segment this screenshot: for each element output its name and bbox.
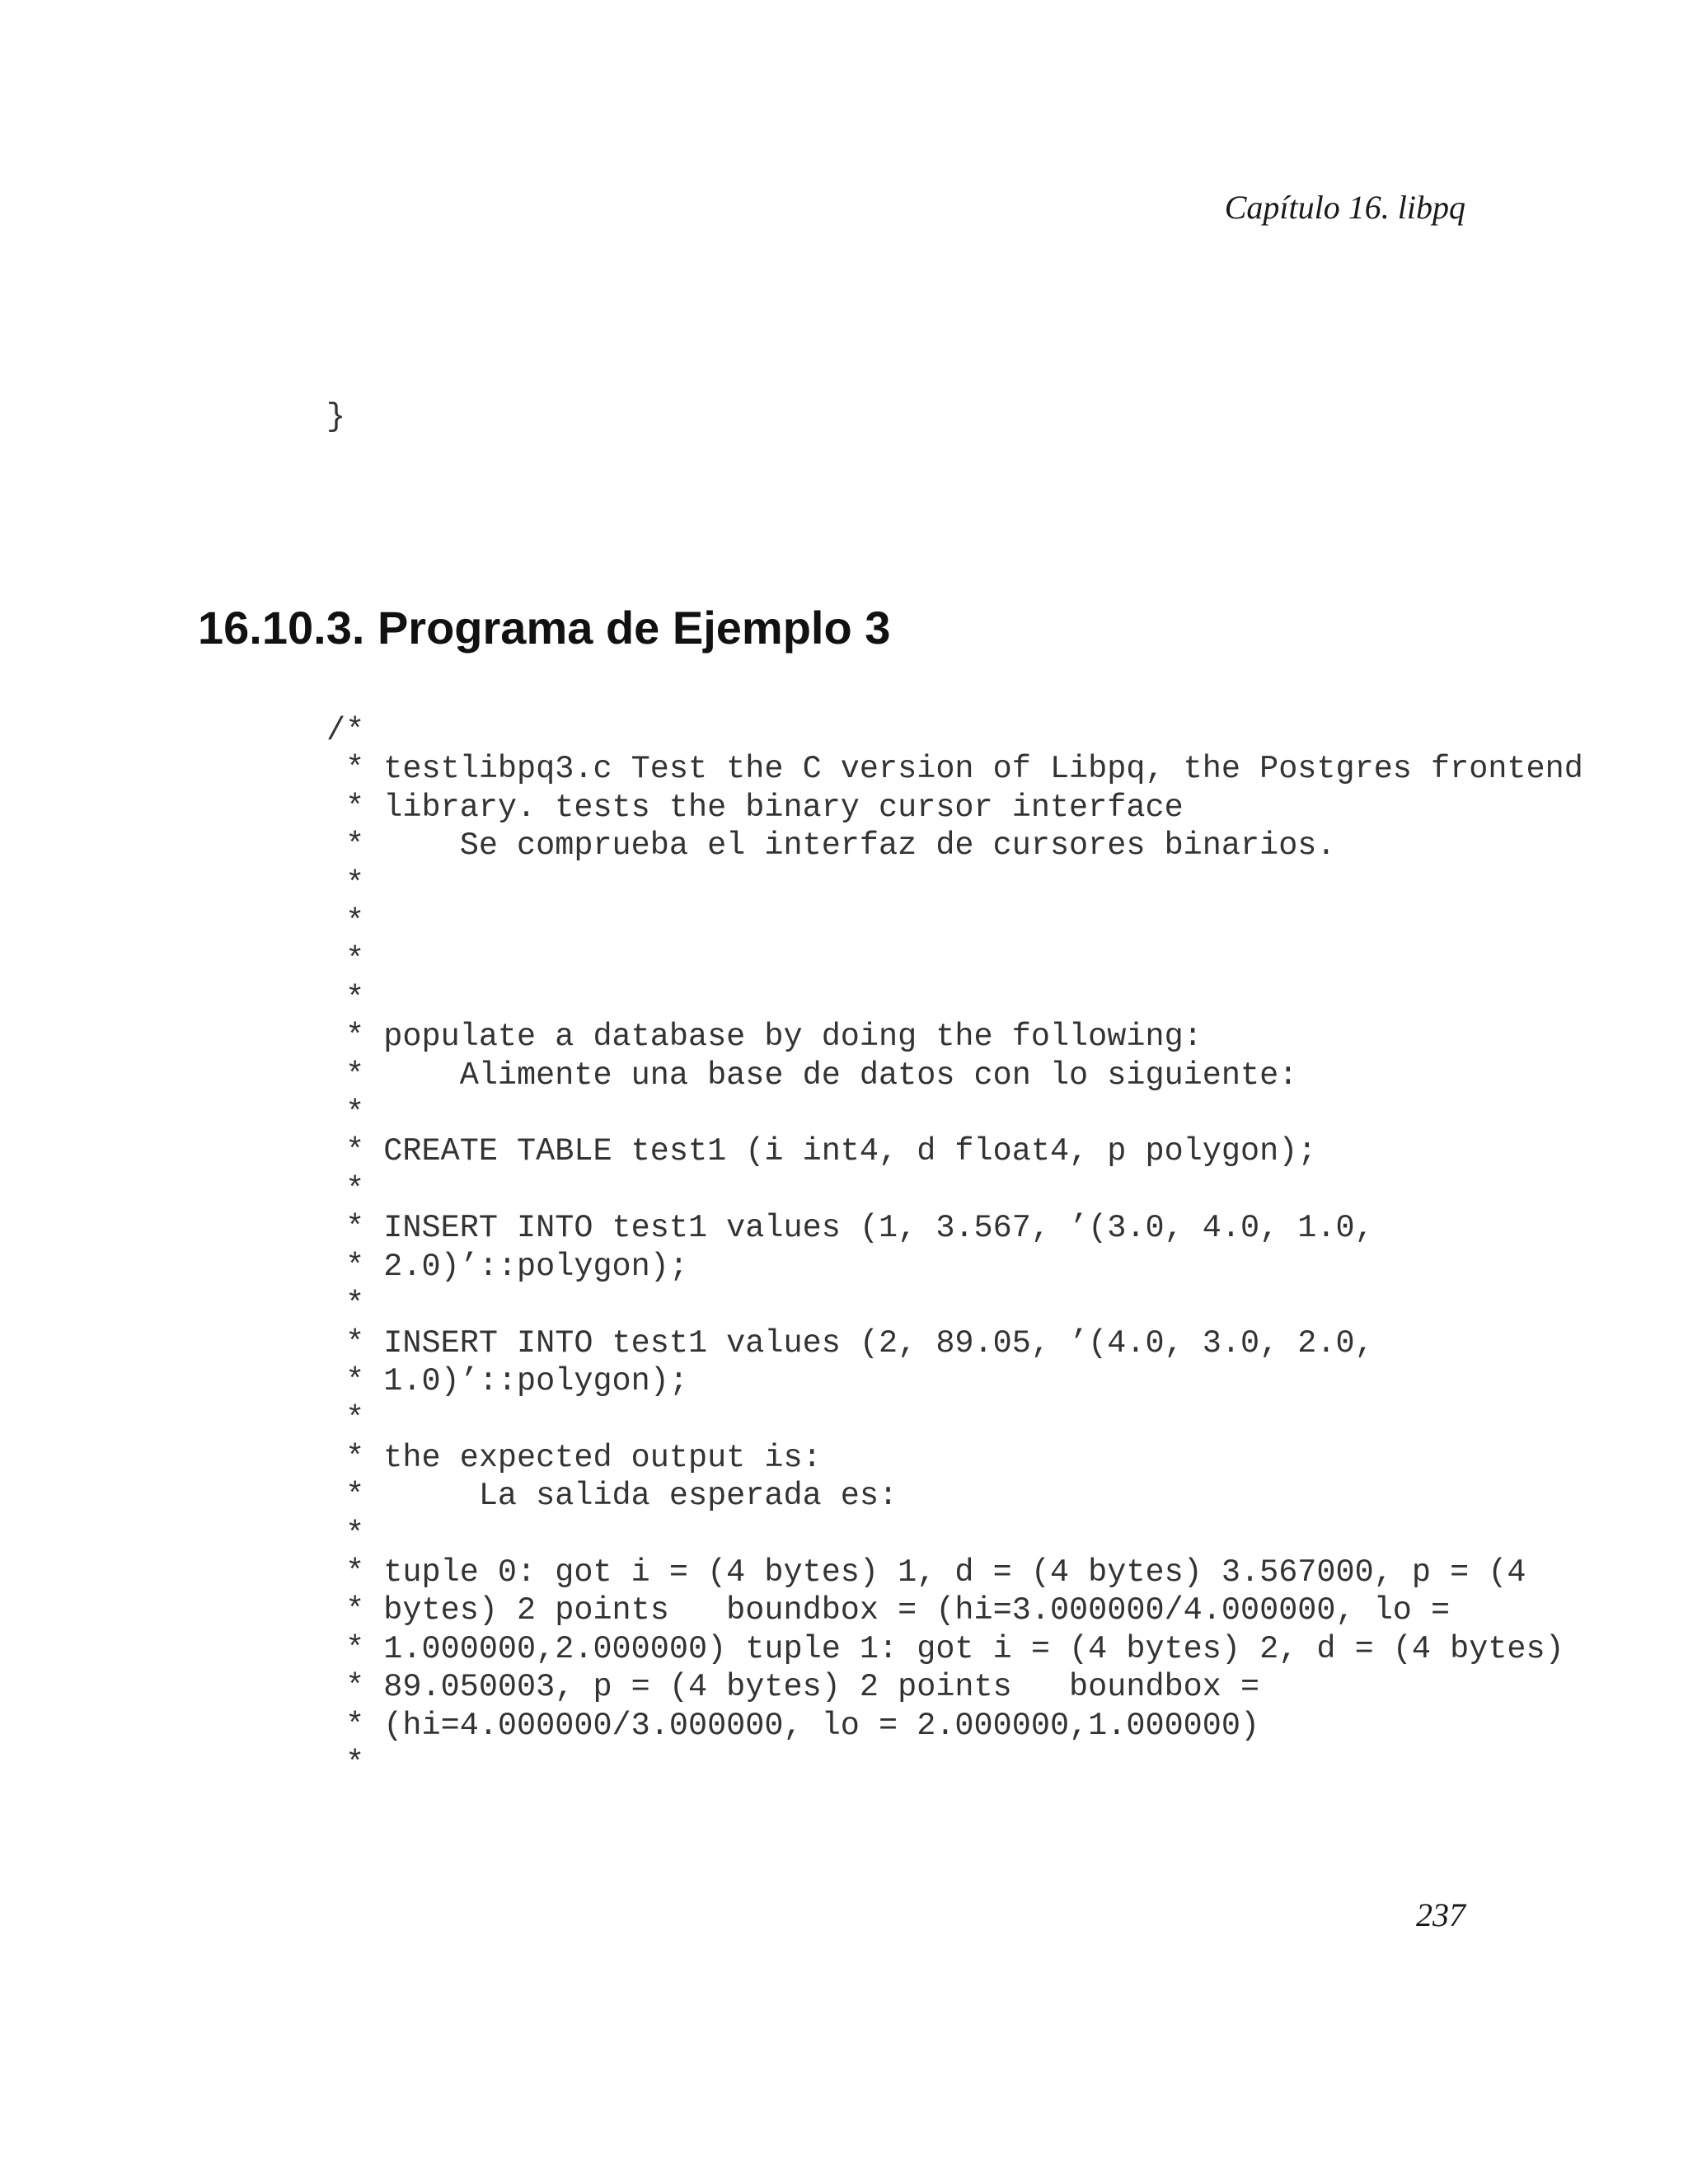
code-line: * [326,1745,365,1782]
code-line: * INSERT INTO test1 values (1, 3.567, ’(3.0, 4.0, 1.0, [326,1210,1374,1247]
code-line: * (hi=4.000000/3.000000, lo = 2.000000,1.000000) [326,1707,1260,1744]
code-line: /* [326,713,365,749]
code-line: * populate a database by doing the following: [326,1019,1203,1056]
code-line: * testlibpq3.c Test the C version of Libpq, the Postgres frontend [326,751,1583,788]
code-line: * 89.050003, p = (4 bytes) 2 points boundbox = [326,1669,1260,1706]
page-number: 237 [1416,1896,1465,1933]
code-line: * 2.0)’::polygon); [326,1248,688,1285]
code-line: * Alimente una base de datos con lo siguiente: [326,1057,1298,1094]
code-line: * 1.0)’::polygon); [326,1362,688,1399]
code-line: * [326,1286,365,1324]
code-line: * 1.000000,2.000000) tuple 1: got i = (4 bytes) 2, d = (4 bytes) [326,1630,1564,1667]
code-line: * La salida esperada es: [326,1478,898,1515]
code-line: * CREATE TABLE test1 (i int4, d float4, p polygon); [326,1133,1317,1170]
running-header: Capítulo 16. libpq [1224,189,1465,226]
code-line: * [326,1401,365,1438]
code-line: * library. tests the binary cursor interface [326,789,1184,826]
code-line: * [326,980,365,1017]
section-heading: 16.10.3. Programa de Ejemplo 3 [198,602,891,654]
example-code-block [326,712,1583,1783]
code-line: * bytes) 2 points boundbox = (hi=3.000000/4.000000, lo = [326,1592,1451,1629]
code-line: * [326,904,365,941]
code-line: * [326,1095,365,1132]
code-line: * the expected output is: [326,1439,822,1476]
code-line: * [326,865,365,902]
code-line: * tuple 0: got i = (4 bytes) 1, d = (4 bytes) 3.567000, p = (4 [326,1554,1526,1591]
closing-brace-code: } [326,399,346,435]
code-line: * Se comprueba el interfaz de cursores binarios. [326,827,1336,865]
code-line: * [326,942,365,979]
code-line: * [326,1171,365,1208]
code-line: * INSERT INTO test1 values (2, 89.05, ’(4.0, 3.0, 2.0, [326,1324,1374,1361]
code-line: * [326,1516,365,1553]
